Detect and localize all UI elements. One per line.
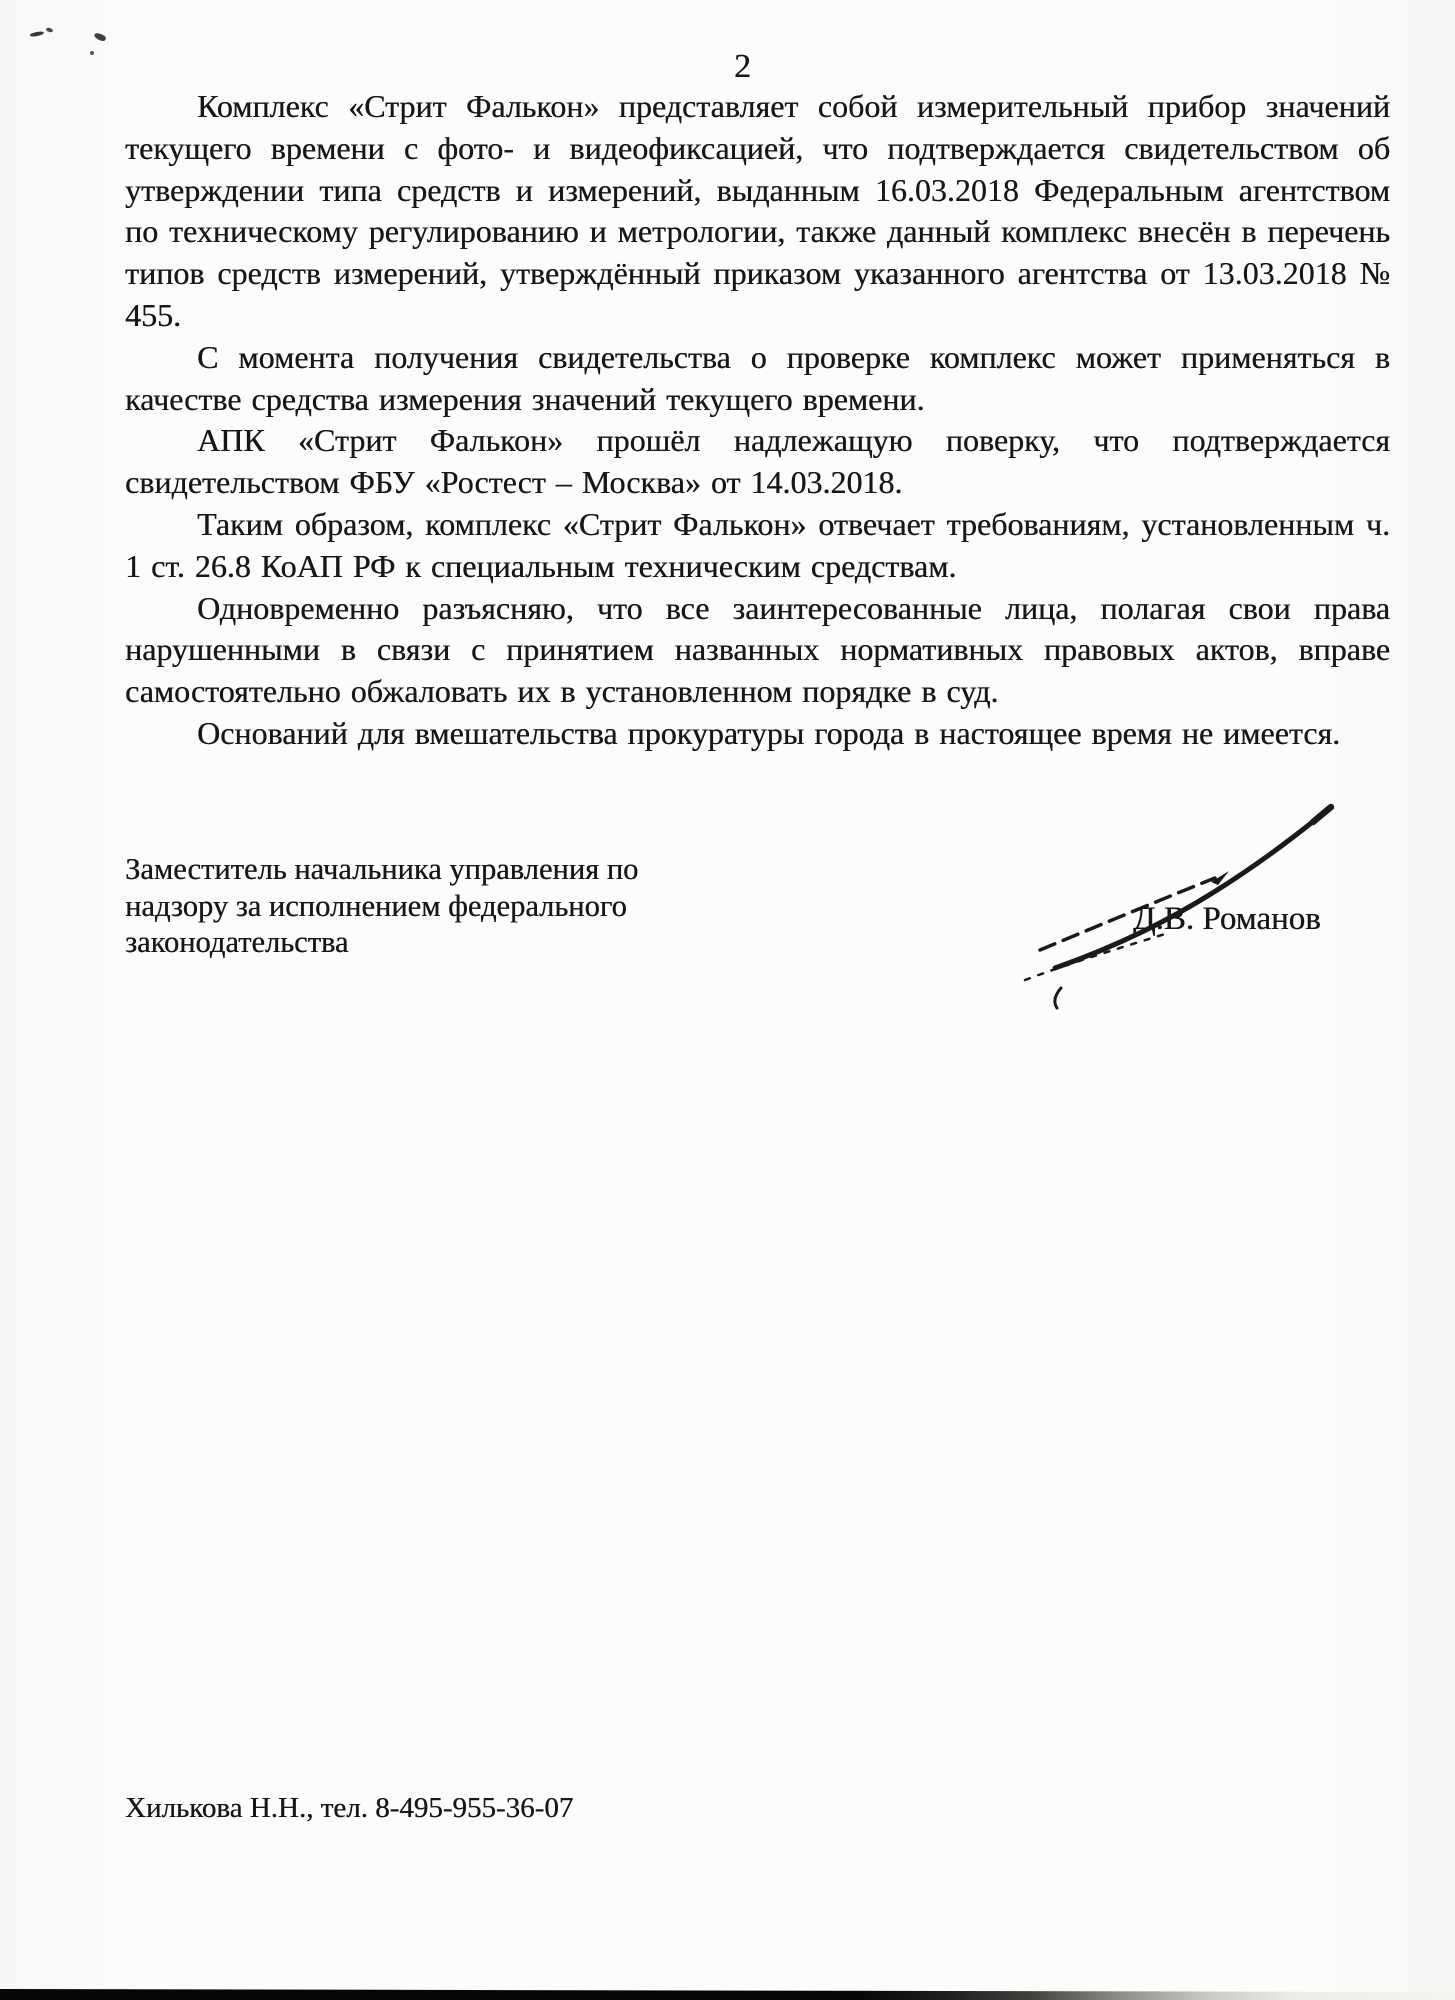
scanner-edge-artifact [0, 1989, 1455, 2000]
paragraph-certificate-use: С момента получения свидетельства о проверке комплекс может применяться в качестве средства измерения значений текущего времени. [125, 338, 1390, 417]
letter-body [125, 86, 1390, 755]
signatory-title-line: Заместитель начальника управления по [125, 852, 639, 886]
signatory-title-line: законодательства [125, 925, 349, 959]
signatory-title-line: надзору за исполнением федерального [125, 888, 627, 923]
paragraph-appeal-rights: Одновременно разъясняю, что все заинтересованные лица, полагая свои права нарушенными в связи с принятием названных нормативных правовых актов, вправе самостоятельно обжаловать их в установленном порядке в суд. [125, 589, 1390, 710]
signatory-name: Д.В. Романов [1133, 901, 1321, 937]
paragraph-verification: АПК «Стрит Фалькон» прошёл надлежащую поверку, что подтверждается свидетельством ФБУ «Ростест – Москва» от 14.03.2018. [125, 422, 1390, 501]
page-number: 2 [734, 48, 751, 85]
handwritten-signature [1015, 790, 1345, 1010]
photocopy-speck [30, 28, 56, 44]
executor-contact: Хилькова Н.Н., тел. 8-495-955-36-07 [125, 1792, 574, 1824]
signatory-title [125, 851, 638, 961]
paragraph-device-description: Комплекс «Стрит Фалькон» представляет собой измерительный прибор значений текущего времени с фото- и видеофиксацией, что подтверждается свидетельством об утверждении типа средств и измерений, выданным 16.03.2018 Федеральным агентством по техническому регулированию и метрологии, также данный комплекс внесён в перечень типов средств измерений, утверждённый приказом указанного агентства от 13.03.2018 № 455. [125, 88, 1390, 333]
paragraph-no-grounds: Оснований для вмешательства прокуратуры города в настоящее время не имеется. [197, 714, 1341, 751]
paragraph-koap-compliance: Таким образом, комплекс «Стрит Фалькон» отвечает требованиям, установленным ч. 1 ст. 26.8 КоАП РФ к специальным техническим средствам. [125, 505, 1390, 584]
